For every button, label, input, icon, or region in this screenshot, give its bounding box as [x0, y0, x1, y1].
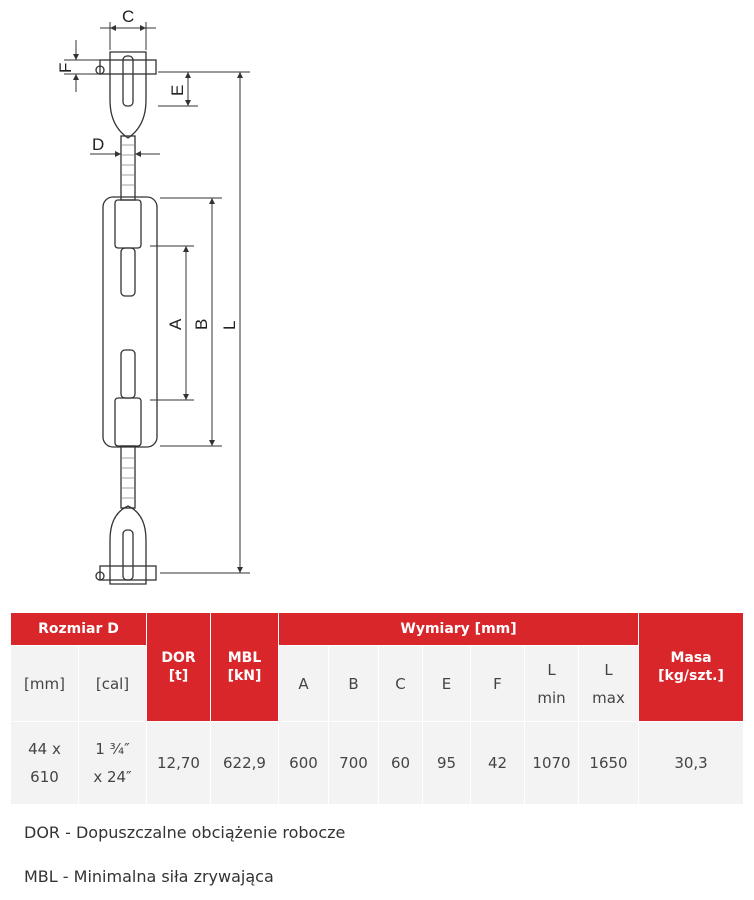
col-lmax: L max: [579, 646, 639, 722]
bottom-fork-outline: [110, 506, 146, 584]
top-fork-outline: [110, 52, 146, 138]
lower-body-nut: [115, 398, 141, 446]
col-e: E: [423, 646, 471, 722]
cell-lmin: 1070: [525, 722, 579, 805]
note-mbl: MBL - Minimalna siła zrywająca: [24, 867, 274, 886]
header-dor: DOR [t]: [147, 613, 211, 722]
header-rozmiar: Rozmiar D: [11, 613, 147, 646]
turnbuckle-body: [103, 197, 157, 447]
col-c: C: [379, 646, 423, 722]
dim-label-f: F: [56, 62, 75, 73]
cell-dor: 12,70: [147, 722, 211, 805]
cell-masa: 30,3: [639, 722, 744, 805]
col-b: B: [329, 646, 379, 722]
bottom-fork-slot: [123, 530, 133, 580]
cell-cal: 1 ³⁄₄″ x 24″: [79, 722, 147, 805]
unit-cal: [cal]: [79, 646, 147, 722]
dim-label-e: E: [168, 84, 187, 96]
cell-lmax: 1650: [579, 722, 639, 805]
cell-mm: 44 x 610: [11, 722, 79, 805]
spec-table: [10, 612, 744, 805]
upper-screw-end: [121, 248, 135, 296]
top-fork-slot: [123, 56, 133, 106]
header-mbl: MBL [kN]: [211, 613, 279, 722]
cell-e: 95: [423, 722, 471, 805]
cell-a: 600: [279, 722, 329, 805]
col-a: A: [279, 646, 329, 722]
unit-mm: [mm]: [11, 646, 79, 722]
lower-threaded-rod: [121, 446, 135, 508]
header-wymiary: Wymiary [mm]: [279, 613, 639, 646]
table-row: [11, 722, 744, 805]
cell-b: 700: [329, 722, 379, 805]
dim-label-l: L: [220, 320, 239, 330]
dim-label-d: D: [92, 135, 105, 154]
dim-label-b: B: [192, 318, 211, 330]
col-lmin: L min: [525, 646, 579, 722]
dim-label-c: C: [122, 7, 135, 26]
dim-label-a: A: [166, 318, 185, 330]
cell-mbl: 622,9: [211, 722, 279, 805]
upper-body-nut: [115, 200, 141, 248]
cell-f: 42: [471, 722, 525, 805]
top-pin: [100, 60, 156, 74]
bottom-pin: [100, 566, 156, 580]
upper-threaded-rod: [121, 136, 135, 200]
cell-c: 60: [379, 722, 423, 805]
col-f: F: [471, 646, 525, 722]
header-masa: Masa [kg/szt.]: [639, 613, 744, 722]
lower-screw-end: [121, 350, 135, 398]
note-dor: DOR - Dopuszczalne obciążenie robocze: [24, 823, 346, 842]
